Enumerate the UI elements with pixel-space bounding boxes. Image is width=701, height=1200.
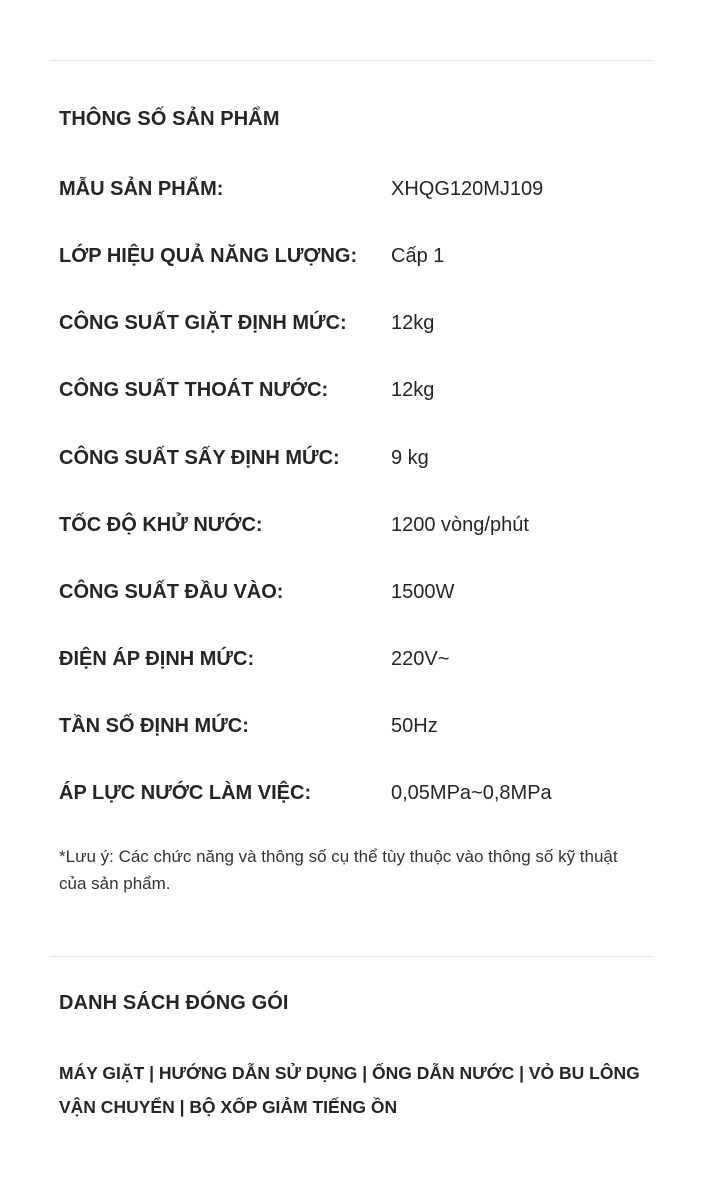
spec-value: Cấp 1 <box>391 245 445 267</box>
specs-note: *Lưu ý: Các chức năng và thông số cụ thể tùy thuộc vào thông số kỹ thuật của sản phẩm. <box>59 847 618 893</box>
spec-value: 50Hz <box>391 715 438 737</box>
spec-row-spin-speed <box>59 511 649 539</box>
spec-label: ĐIỆN ÁP ĐỊNH MỨC: <box>59 648 255 670</box>
spec-value: XHQG120MJ109 <box>391 178 544 200</box>
spec-value: 0,05MPa~0,8MPa <box>391 782 552 804</box>
spec-row-input-power <box>59 578 649 606</box>
spec-value: 9 kg <box>391 447 429 469</box>
spec-row-energy-class <box>59 242 649 270</box>
top-divider <box>50 60 652 61</box>
spec-label: LỚP HIỆU QUẢ NĂNG LƯỢNG: <box>59 245 358 267</box>
spec-label: CÔNG SUẤT THOÁT NƯỚC: <box>59 379 329 401</box>
spec-row-model <box>59 175 649 203</box>
spec-label: TẦN SỐ ĐỊNH MỨC: <box>59 715 249 737</box>
spec-row-water-pressure <box>59 779 649 807</box>
spec-value: 1200 vòng/phút <box>391 514 529 536</box>
spec-label: CÔNG SUẤT SẤY ĐỊNH MỨC: <box>59 447 340 469</box>
spec-row-wash-capacity <box>59 309 649 337</box>
spec-row-dry-capacity <box>59 444 649 472</box>
section-divider <box>50 956 652 957</box>
spec-label: CÔNG SUẤT ĐẦU VÀO: <box>59 581 284 603</box>
spec-row-rated-frequency <box>59 712 649 740</box>
spec-value: 220V~ <box>391 648 450 670</box>
spec-value: 1500W <box>391 581 455 603</box>
package-section-title: DANH SÁCH ĐÓNG GÓI <box>59 992 289 1014</box>
spec-label: ÁP LỰC NƯỚC LÀM VIỆC: <box>59 782 312 804</box>
spec-label: TỐC ĐỘ KHỬ NƯỚC: <box>59 514 263 536</box>
spec-label: CÔNG SUẤT GIẶT ĐỊNH MỨC: <box>59 312 347 334</box>
spec-row-rated-voltage <box>59 645 649 673</box>
spec-value: 12kg <box>391 379 435 401</box>
spec-value: 12kg <box>391 312 435 334</box>
specs-section-title: THÔNG SỐ SẢN PHẨM <box>59 108 280 130</box>
package-contents: MÁY GIẶT | HƯỚNG DẪN SỬ DỤNG | ỐNG DẪN NƯỚC | VỎ BU LÔNG VẬN CHUYỂN | BỘ XỐP GIẢM TIẾNG ỒN <box>59 1063 640 1117</box>
spec-row-drain-capacity <box>59 376 649 404</box>
spec-label: MẪU SẢN PHẨM: <box>59 178 224 200</box>
